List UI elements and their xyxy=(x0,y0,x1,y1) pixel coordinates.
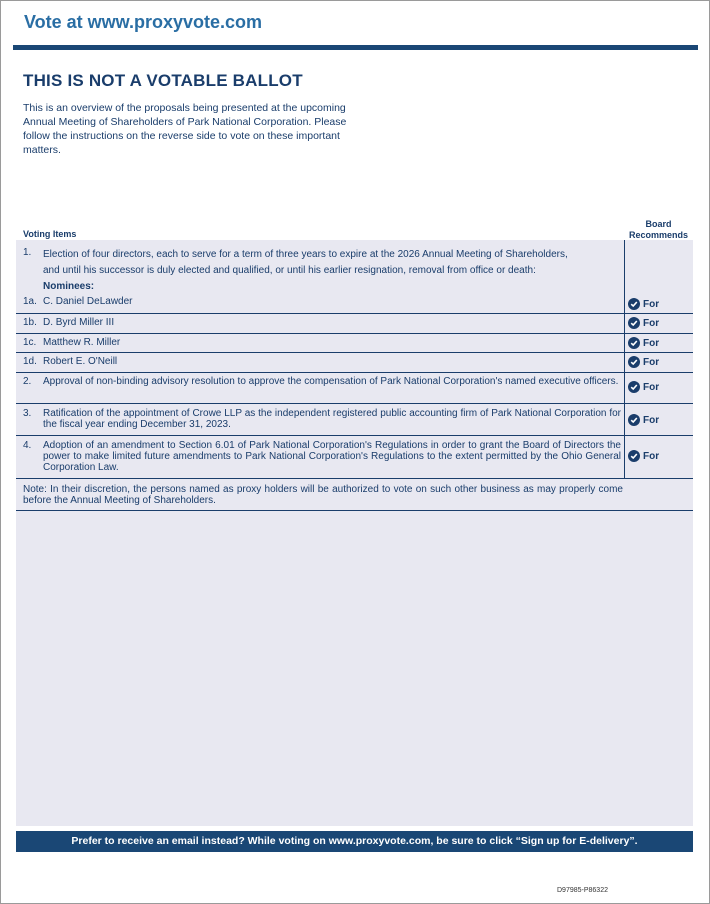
ballot-heading: THIS IS NOT A VOTABLE BALLOT xyxy=(23,71,303,90)
row-divider xyxy=(16,435,693,436)
recommendation-label: For xyxy=(643,356,660,368)
proposal-number: 1. xyxy=(23,247,32,258)
note-text: Note: In their discretion, the persons named as proxy holders will be authorized to vote on such other business as may properly come before the Annual Meeting of Shareholders. xyxy=(23,484,623,506)
check-circle-icon xyxy=(628,337,640,349)
board-recommends-header xyxy=(624,219,693,241)
row-divider xyxy=(16,352,693,353)
recommendation-label: For xyxy=(643,298,660,310)
header-rule xyxy=(13,45,698,50)
check-circle-icon xyxy=(628,414,640,426)
nominee-number: 1b. xyxy=(23,317,37,328)
nominee-number: 1d. xyxy=(23,356,37,367)
nominees-label: Nominees: xyxy=(43,281,95,292)
board-recommendation xyxy=(628,317,659,329)
check-circle-icon xyxy=(628,298,640,310)
recommendation-label: For xyxy=(643,381,660,393)
proposal-number: 3. xyxy=(23,408,32,419)
nominee-number: 1c. xyxy=(23,337,37,348)
recommendation-label: For xyxy=(643,337,660,349)
nominee-name: Robert E. O'Neill xyxy=(43,356,118,367)
recommendation-label: For xyxy=(643,450,660,462)
nominee-name: D. Byrd Miller III xyxy=(43,317,115,328)
recommendation-label: For xyxy=(643,317,660,329)
intro-text: This is an overview of the proposals being presented at the upcoming Annual Meeting of Shareholders of Park National Corporation. Please follow the instructions on the reverse side to vote on these important matters. xyxy=(23,102,347,156)
board-recommendation xyxy=(628,356,659,368)
row-divider xyxy=(16,333,693,334)
board-recommends-line1: Board xyxy=(645,219,672,229)
check-circle-icon xyxy=(628,317,640,329)
row-divider xyxy=(16,478,693,479)
board-recommendation xyxy=(628,298,659,310)
header-title[interactable]: Vote at www.proxyvote.com xyxy=(24,12,263,32)
proposal-1-line1: Election of four directors, each to serve for a term of three years to expire at the 2026 Annual Meeting of Shareholders, xyxy=(43,249,568,260)
proposal-1-line2: and until his successor is duly elected and qualified, or until his earlier resignation, removal from office or death: xyxy=(43,265,536,276)
nominee-number: 1a. xyxy=(23,296,37,307)
check-circle-icon xyxy=(628,356,640,368)
board-recommendation xyxy=(628,414,659,426)
document-code: D97985-P86322 xyxy=(557,887,608,894)
edelivery-banner[interactable]: Prefer to receive an email instead? While voting on www.proxyvote.com, be sure to click “Sign up for E-delivery”. xyxy=(16,831,693,852)
board-recommendation xyxy=(628,381,659,393)
row-divider xyxy=(16,403,693,404)
recommendation-label: For xyxy=(643,414,660,426)
proposal-number: 2. xyxy=(23,376,32,387)
proposal-text: Adoption of an amendment to Section 6.01 of Park National Corporation's Regulations in order to grant the Board of Directors the power to make limited future amendments to Park National Corporation's Regulations to the extent permitted by the Ohio General Corporation Law. xyxy=(43,440,621,473)
proposal-text: Approval of non-binding advisory resolution to approve the compensation of Park National Corporation's named executive officers. xyxy=(43,376,619,387)
row-divider xyxy=(16,313,693,314)
nominee-name: Matthew R. Miller xyxy=(43,337,121,348)
recommend-column-divider xyxy=(624,240,625,478)
nominee-name: C. Daniel DeLawder xyxy=(43,296,133,307)
row-divider xyxy=(16,510,693,511)
board-recommendation xyxy=(628,337,659,349)
voting-items-label: Voting Items xyxy=(23,229,77,239)
check-circle-icon xyxy=(628,381,640,393)
check-circle-icon xyxy=(628,450,640,462)
proposal-1-text xyxy=(43,247,621,295)
proposal-text: Ratification of the appointment of Crowe LLP as the independent registered public accounting firm of Park National Corporation for the fiscal year ending December 31, 2023. xyxy=(43,408,621,430)
row-divider xyxy=(16,372,693,373)
board-recommends-line2: Recommends xyxy=(628,230,689,240)
proposal-number: 4. xyxy=(23,440,32,451)
board-recommendation xyxy=(628,450,659,462)
